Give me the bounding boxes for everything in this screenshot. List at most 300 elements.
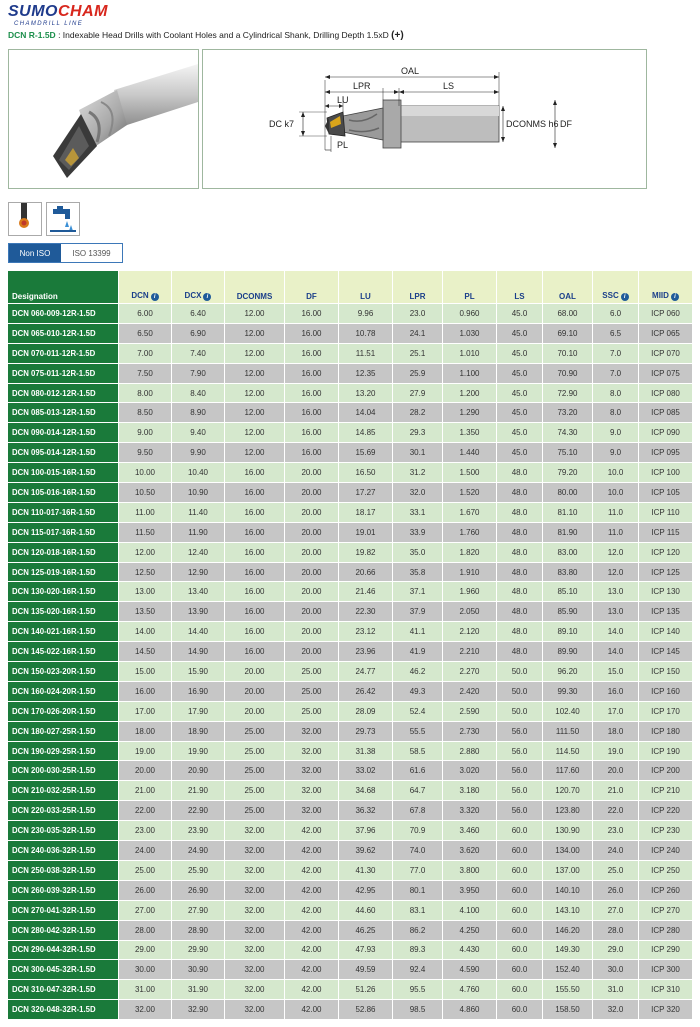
- cell-pl: 2.270: [443, 662, 497, 682]
- designation-link[interactable]: DCN 120-018-16R-1.5D: [8, 542, 119, 562]
- cell-dcn: 6.50: [119, 323, 172, 343]
- table-row: [8, 980, 693, 1000]
- brand-name: [8, 4, 168, 20]
- cell-ssc: 13.0: [593, 602, 639, 622]
- cell-lpr: 55.5: [393, 721, 443, 741]
- cell-oal: 81.10: [543, 502, 593, 522]
- cell-df: 16.00: [285, 403, 339, 423]
- cell-df: 42.00: [285, 900, 339, 920]
- product-photo: [8, 49, 199, 189]
- cell-miid: ICP 260: [639, 880, 693, 900]
- cell-oal: 117.60: [543, 761, 593, 781]
- designation-link[interactable]: DCN 300-045-32R-1.5D: [8, 960, 119, 980]
- cell-dcx: 18.90: [172, 721, 225, 741]
- cell-lpr: 61.6: [393, 761, 443, 781]
- brand-name-sumo: SUMO: [8, 3, 58, 20]
- label-lu: LU: [337, 95, 349, 105]
- designation-link[interactable]: DCN 065-010-12R-1.5D: [8, 323, 119, 343]
- cell-lu: 9.96: [339, 304, 393, 324]
- cell-df: 16.00: [285, 383, 339, 403]
- cell-dcn: 11.50: [119, 522, 172, 542]
- cell-ls: 56.0: [497, 741, 543, 761]
- table-row: [8, 542, 693, 562]
- col-header-dconms: DCONMS: [225, 271, 285, 304]
- cell-ls: 56.0: [497, 781, 543, 801]
- designation-link[interactable]: DCN 075-011-12R-1.5D: [8, 363, 119, 383]
- designation-link[interactable]: DCN 250-038-32R-1.5D: [8, 860, 119, 880]
- cell-ssc: 11.0: [593, 502, 639, 522]
- cell-dcn: 24.00: [119, 841, 172, 861]
- cell-dcx: 12.40: [172, 542, 225, 562]
- cell-oal: 146.20: [543, 920, 593, 940]
- cell-dcx: 17.90: [172, 701, 225, 721]
- cell-dcx: 14.90: [172, 642, 225, 662]
- designation-link[interactable]: DCN 180-027-25R-1.5D: [8, 721, 119, 741]
- cell-dcx: 30.90: [172, 960, 225, 980]
- cell-pl: 1.520: [443, 483, 497, 503]
- cell-ls: 60.0: [497, 900, 543, 920]
- cell-miid: ICP 130: [639, 582, 693, 602]
- cell-ssc: 30.0: [593, 960, 639, 980]
- table-row: [8, 940, 693, 960]
- cell-dcn: 13.50: [119, 602, 172, 622]
- table-row: [8, 841, 693, 861]
- cell-dcx: 31.90: [172, 980, 225, 1000]
- cell-lu: 11.51: [339, 343, 393, 363]
- cell-dconms: 12.00: [225, 363, 285, 383]
- cell-df: 42.00: [285, 940, 339, 960]
- cell-dcx: 15.90: [172, 662, 225, 682]
- cell-lpr: 64.7: [393, 781, 443, 801]
- cell-dconms: 12.00: [225, 343, 285, 363]
- cell-oal: 73.20: [543, 403, 593, 423]
- designation-link[interactable]: DCN 110-017-16R-1.5D: [8, 502, 119, 522]
- cell-oal: 140.10: [543, 880, 593, 900]
- expand-toggle[interactable]: (+): [391, 30, 404, 41]
- cell-df: 16.00: [285, 423, 339, 443]
- cutting-edge-icon: [8, 202, 42, 236]
- designation-link[interactable]: DCN 090-014-12R-1.5D: [8, 423, 119, 443]
- designation-link[interactable]: DCN 100-015-16R-1.5D: [8, 463, 119, 483]
- col-header-ssc: SSC i: [593, 271, 639, 304]
- cell-ssc: 9.0: [593, 423, 639, 443]
- cell-dconms: 25.00: [225, 781, 285, 801]
- designation-link[interactable]: DCN 290-044-32R-1.5D: [8, 940, 119, 960]
- cell-dconms: 12.00: [225, 304, 285, 324]
- cell-oal: 85.10: [543, 582, 593, 602]
- cell-lpr: 33.9: [393, 522, 443, 542]
- cell-lpr: 29.3: [393, 423, 443, 443]
- cell-df: 20.00: [285, 562, 339, 582]
- cell-df: 32.00: [285, 801, 339, 821]
- cell-oal: 70.90: [543, 363, 593, 383]
- cell-dcn: 11.00: [119, 502, 172, 522]
- cell-dcx: 27.90: [172, 900, 225, 920]
- coolant-faucet-icon: [46, 202, 80, 236]
- col-header-dcn: DCN i: [119, 271, 172, 304]
- cell-miid: ICP 230: [639, 821, 693, 841]
- cell-dcx: 9.40: [172, 423, 225, 443]
- table-row: [8, 562, 693, 582]
- product-description: : Indexable Head Drills with Coolant Holes and a Cylindrical Shank, Drilling Depth 1.5xD: [55, 30, 389, 40]
- cell-dcx: 11.40: [172, 502, 225, 522]
- cell-dcn: 20.00: [119, 761, 172, 781]
- designation-link[interactable]: DCN 260-039-32R-1.5D: [8, 880, 119, 900]
- cell-oal: 80.00: [543, 483, 593, 503]
- cell-lpr: 67.8: [393, 801, 443, 821]
- designation-link[interactable]: DCN 115-017-16R-1.5D: [8, 522, 119, 542]
- designation-link[interactable]: DCN 140-021-16R-1.5D: [8, 622, 119, 642]
- cell-ls: 60.0: [497, 860, 543, 880]
- cell-pl: 2.420: [443, 681, 497, 701]
- cell-miid: ICP 105: [639, 483, 693, 503]
- cell-ssc: 7.0: [593, 343, 639, 363]
- cell-dcn: 31.00: [119, 980, 172, 1000]
- designation-link[interactable]: DCN 135-020-16R-1.5D: [8, 602, 119, 622]
- cell-dcx: 22.90: [172, 801, 225, 821]
- cell-oal: 134.00: [543, 841, 593, 861]
- cell-df: 16.00: [285, 343, 339, 363]
- table-row: [8, 403, 693, 423]
- cell-lpr: 35.8: [393, 562, 443, 582]
- designation-link[interactable]: DCN 190-029-25R-1.5D: [8, 741, 119, 761]
- table-row: [8, 423, 693, 443]
- table-row: [8, 1000, 693, 1020]
- cell-dcn: 8.00: [119, 383, 172, 403]
- cell-ssc: 8.0: [593, 383, 639, 403]
- cell-ls: 45.0: [497, 304, 543, 324]
- cell-df: 16.00: [285, 304, 339, 324]
- table-row: [8, 463, 693, 483]
- cell-dconms: 16.00: [225, 562, 285, 582]
- tab-iso-13399[interactable]: ISO 13399: [61, 244, 122, 262]
- table-row: [8, 721, 693, 741]
- cell-oal: 114.50: [543, 741, 593, 761]
- cell-pl: 3.620: [443, 841, 497, 861]
- cell-pl: 2.730: [443, 721, 497, 741]
- designation-link[interactable]: DCN 210-032-25R-1.5D: [8, 781, 119, 801]
- cell-ls: 45.0: [497, 423, 543, 443]
- cell-dconms: 25.00: [225, 721, 285, 741]
- cell-miid: ICP 080: [639, 383, 693, 403]
- designation-link[interactable]: DCN 160-024-20R-1.5D: [8, 681, 119, 701]
- designation-link[interactable]: DCN 230-035-32R-1.5D: [8, 821, 119, 841]
- designation-link[interactable]: DCN 320-048-32R-1.5D: [8, 1000, 119, 1020]
- table-row: [8, 642, 693, 662]
- cell-dcn: 9.50: [119, 443, 172, 463]
- table-row: [8, 821, 693, 841]
- col-header-miid: MIID i: [639, 271, 693, 304]
- table-row: [8, 602, 693, 622]
- cell-dcx: 14.40: [172, 622, 225, 642]
- cell-lpr: 35.0: [393, 542, 443, 562]
- cell-lu: 13.20: [339, 383, 393, 403]
- cell-ls: 48.0: [497, 483, 543, 503]
- designation-link[interactable]: DCN 060-009-12R-1.5D: [8, 304, 119, 324]
- cell-dconms: 25.00: [225, 741, 285, 761]
- cell-dcx: 19.90: [172, 741, 225, 761]
- cell-oal: 120.70: [543, 781, 593, 801]
- standard-tabs: [8, 243, 123, 263]
- cell-df: 16.00: [285, 443, 339, 463]
- cell-df: 20.00: [285, 463, 339, 483]
- cell-ssc: 28.0: [593, 920, 639, 940]
- cell-lpr: 25.1: [393, 343, 443, 363]
- table-row: [8, 801, 693, 821]
- cell-lu: 41.30: [339, 860, 393, 880]
- ssc-info-icon[interactable]: i: [621, 293, 629, 301]
- cell-dcx: 13.40: [172, 582, 225, 602]
- designation-link[interactable]: DCN 170-026-20R-1.5D: [8, 701, 119, 721]
- cell-lpr: 80.1: [393, 880, 443, 900]
- designation-link[interactable]: DCN 070-011-12R-1.5D: [8, 343, 119, 363]
- cell-dcx: 6.90: [172, 323, 225, 343]
- cell-ssc: 15.0: [593, 662, 639, 682]
- designation-link[interactable]: DCN 270-041-32R-1.5D: [8, 900, 119, 920]
- cell-dconms: 20.00: [225, 681, 285, 701]
- cell-ls: 45.0: [497, 363, 543, 383]
- cell-lpr: 49.3: [393, 681, 443, 701]
- cell-lu: 44.60: [339, 900, 393, 920]
- brand-tagline: CHAMDRILL LINE: [14, 21, 84, 27]
- label-oal: OAL: [401, 66, 420, 76]
- cell-lu: 33.02: [339, 761, 393, 781]
- cell-dconms: 25.00: [225, 761, 285, 781]
- cell-lu: 51.26: [339, 980, 393, 1000]
- cell-lpr: 24.1: [393, 323, 443, 343]
- cell-pl: 1.500: [443, 463, 497, 483]
- cell-ls: 48.0: [497, 602, 543, 622]
- cell-lu: 14.85: [339, 423, 393, 443]
- cell-dconms: 12.00: [225, 383, 285, 403]
- cell-df: 20.00: [285, 582, 339, 602]
- label-pl: PL: [337, 140, 349, 150]
- cell-dcx: 8.90: [172, 403, 225, 423]
- label-dc: DC k7: [269, 119, 295, 129]
- cell-dcn: 14.00: [119, 622, 172, 642]
- cell-df: 20.00: [285, 522, 339, 542]
- cell-lu: 17.27: [339, 483, 393, 503]
- cell-df: 42.00: [285, 821, 339, 841]
- cell-lu: 49.59: [339, 960, 393, 980]
- cell-dcn: 32.00: [119, 1000, 172, 1020]
- designation-link[interactable]: DCN 145-022-16R-1.5D: [8, 642, 119, 662]
- table-row: [8, 860, 693, 880]
- table-row: [8, 701, 693, 721]
- cell-lu: 16.50: [339, 463, 393, 483]
- table-row: [8, 582, 693, 602]
- cell-ls: 60.0: [497, 880, 543, 900]
- cell-pl: 1.760: [443, 522, 497, 542]
- cell-oal: 130.90: [543, 821, 593, 841]
- table-row: [8, 522, 693, 542]
- col-header-designation: Designation: [8, 271, 119, 304]
- cell-pl: 1.350: [443, 423, 497, 443]
- cell-ls: 56.0: [497, 761, 543, 781]
- tab-non-iso[interactable]: Non ISO: [9, 244, 61, 262]
- cell-pl: 3.460: [443, 821, 497, 841]
- cell-lu: 26.42: [339, 681, 393, 701]
- cell-ssc: 11.0: [593, 522, 639, 542]
- cell-pl: 3.800: [443, 860, 497, 880]
- cell-dcn: 8.50: [119, 403, 172, 423]
- table-row: [8, 662, 693, 682]
- cell-lu: 15.69: [339, 443, 393, 463]
- cell-oal: 74.30: [543, 423, 593, 443]
- cell-miid: ICP 210: [639, 781, 693, 801]
- cell-dconms: 20.00: [225, 701, 285, 721]
- cell-ssc: 6.5: [593, 323, 639, 343]
- cell-df: 32.00: [285, 781, 339, 801]
- cell-miid: ICP 115: [639, 522, 693, 542]
- table-row: [8, 443, 693, 463]
- cell-miid: ICP 190: [639, 741, 693, 761]
- cell-ssc: 9.0: [593, 443, 639, 463]
- cell-lpr: 27.9: [393, 383, 443, 403]
- cell-oal: 75.10: [543, 443, 593, 463]
- cell-ls: 60.0: [497, 980, 543, 1000]
- cell-dconms: 16.00: [225, 522, 285, 542]
- designation-link[interactable]: DCN 125-019-16R-1.5D: [8, 562, 119, 582]
- cell-lpr: 74.0: [393, 841, 443, 861]
- table-row: [8, 681, 693, 701]
- designation-link[interactable]: DCN 280-042-32R-1.5D: [8, 920, 119, 940]
- designation-link[interactable]: DCN 105-016-16R-1.5D: [8, 483, 119, 503]
- cell-pl: 1.820: [443, 542, 497, 562]
- designation-link[interactable]: DCN 150-023-20R-1.5D: [8, 662, 119, 682]
- table-row: [8, 761, 693, 781]
- dcn-info-icon[interactable]: i: [151, 293, 159, 301]
- cell-lu: 39.62: [339, 841, 393, 861]
- cell-pl: 1.010: [443, 343, 497, 363]
- cell-miid: ICP 125: [639, 562, 693, 582]
- cell-ssc: 32.0: [593, 1000, 639, 1020]
- cell-lpr: 41.9: [393, 642, 443, 662]
- cell-oal: 149.30: [543, 940, 593, 960]
- cell-dconms: 32.00: [225, 841, 285, 861]
- col-header-dcx: DCX i: [172, 271, 225, 304]
- designation-link[interactable]: DCN 310-047-32R-1.5D: [8, 980, 119, 1000]
- cell-miid: ICP 090: [639, 423, 693, 443]
- cell-dcn: 29.00: [119, 940, 172, 960]
- cell-ls: 48.0: [497, 642, 543, 662]
- designation-link[interactable]: DCN 080-012-12R-1.5D: [8, 383, 119, 403]
- cell-dcx: 24.90: [172, 841, 225, 861]
- cell-pl: 2.210: [443, 642, 497, 662]
- cell-df: 20.00: [285, 502, 339, 522]
- cell-dcn: 15.00: [119, 662, 172, 682]
- cell-miid: ICP 270: [639, 900, 693, 920]
- cell-miid: ICP 145: [639, 642, 693, 662]
- cell-miid: ICP 220: [639, 801, 693, 821]
- cell-dcn: 6.00: [119, 304, 172, 324]
- cell-lu: 12.35: [339, 363, 393, 383]
- cell-miid: ICP 100: [639, 463, 693, 483]
- cell-dcn: 18.00: [119, 721, 172, 741]
- cell-dcx: 7.90: [172, 363, 225, 383]
- cell-dcn: 27.00: [119, 900, 172, 920]
- cell-dconms: 12.00: [225, 403, 285, 423]
- cell-miid: ICP 160: [639, 681, 693, 701]
- cell-ssc: 31.0: [593, 980, 639, 1000]
- cell-df: 20.00: [285, 602, 339, 622]
- miid-info-icon[interactable]: i: [671, 293, 679, 301]
- designation-link[interactable]: DCN 200-030-25R-1.5D: [8, 761, 119, 781]
- table-row: [8, 781, 693, 801]
- drill-photo-illustration: [9, 50, 198, 188]
- cell-ssc: 29.0: [593, 940, 639, 960]
- designation-link[interactable]: DCN 095-014-12R-1.5D: [8, 443, 119, 463]
- cell-pl: 1.100: [443, 363, 497, 383]
- cell-dcn: 7.00: [119, 343, 172, 363]
- brand-name-cham: CHAM: [58, 3, 108, 20]
- cell-ls: 48.0: [497, 463, 543, 483]
- cell-ssc: 6.0: [593, 304, 639, 324]
- cell-df: 42.00: [285, 880, 339, 900]
- cell-oal: 72.90: [543, 383, 593, 403]
- cell-dconms: 32.00: [225, 880, 285, 900]
- cell-pl: 4.760: [443, 980, 497, 1000]
- cell-oal: 83.80: [543, 562, 593, 582]
- cell-ssc: 17.0: [593, 701, 639, 721]
- cell-dcn: 26.00: [119, 880, 172, 900]
- table-row: [8, 343, 693, 363]
- cell-dconms: 32.00: [225, 940, 285, 960]
- cell-ssc: 12.0: [593, 542, 639, 562]
- cell-lpr: 95.5: [393, 980, 443, 1000]
- cell-lpr: 41.1: [393, 622, 443, 642]
- dcx-info-icon[interactable]: i: [203, 293, 211, 301]
- cell-dcn: 13.00: [119, 582, 172, 602]
- col-header-oal: OAL: [543, 271, 593, 304]
- designation-link[interactable]: DCN 130-020-16R-1.5D: [8, 582, 119, 602]
- cell-oal: 155.50: [543, 980, 593, 1000]
- cell-lpr: 98.5: [393, 1000, 443, 1020]
- table-row: [8, 622, 693, 642]
- specification-table: [7, 270, 693, 1020]
- cell-oal: 81.90: [543, 522, 593, 542]
- table-row: [8, 900, 693, 920]
- cell-ls: 56.0: [497, 801, 543, 821]
- cell-ls: 45.0: [497, 383, 543, 403]
- cell-lu: 46.25: [339, 920, 393, 940]
- cell-lpr: 58.5: [393, 741, 443, 761]
- cell-oal: 111.50: [543, 721, 593, 741]
- cell-ssc: 19.0: [593, 741, 639, 761]
- designation-link[interactable]: DCN 220-033-25R-1.5D: [8, 801, 119, 821]
- table-row: [8, 483, 693, 503]
- cell-lu: 28.09: [339, 701, 393, 721]
- cell-miid: ICP 280: [639, 920, 693, 940]
- cell-dconms: 32.00: [225, 960, 285, 980]
- cell-miid: ICP 110: [639, 502, 693, 522]
- cell-ls: 50.0: [497, 681, 543, 701]
- designation-link[interactable]: DCN 240-036-32R-1.5D: [8, 841, 119, 861]
- cell-pl: 3.320: [443, 801, 497, 821]
- cell-dconms: 32.00: [225, 900, 285, 920]
- cell-df: 25.00: [285, 681, 339, 701]
- cell-lu: 24.77: [339, 662, 393, 682]
- cell-lu: 22.30: [339, 602, 393, 622]
- table-row: [8, 383, 693, 403]
- dimension-diagram: [203, 50, 646, 188]
- cell-df: 16.00: [285, 323, 339, 343]
- cell-dconms: 16.00: [225, 582, 285, 602]
- designation-link[interactable]: DCN 085-013-12R-1.5D: [8, 403, 119, 423]
- cell-dcn: 28.00: [119, 920, 172, 940]
- cell-lpr: 37.9: [393, 602, 443, 622]
- cell-dconms: 32.00: [225, 1000, 285, 1020]
